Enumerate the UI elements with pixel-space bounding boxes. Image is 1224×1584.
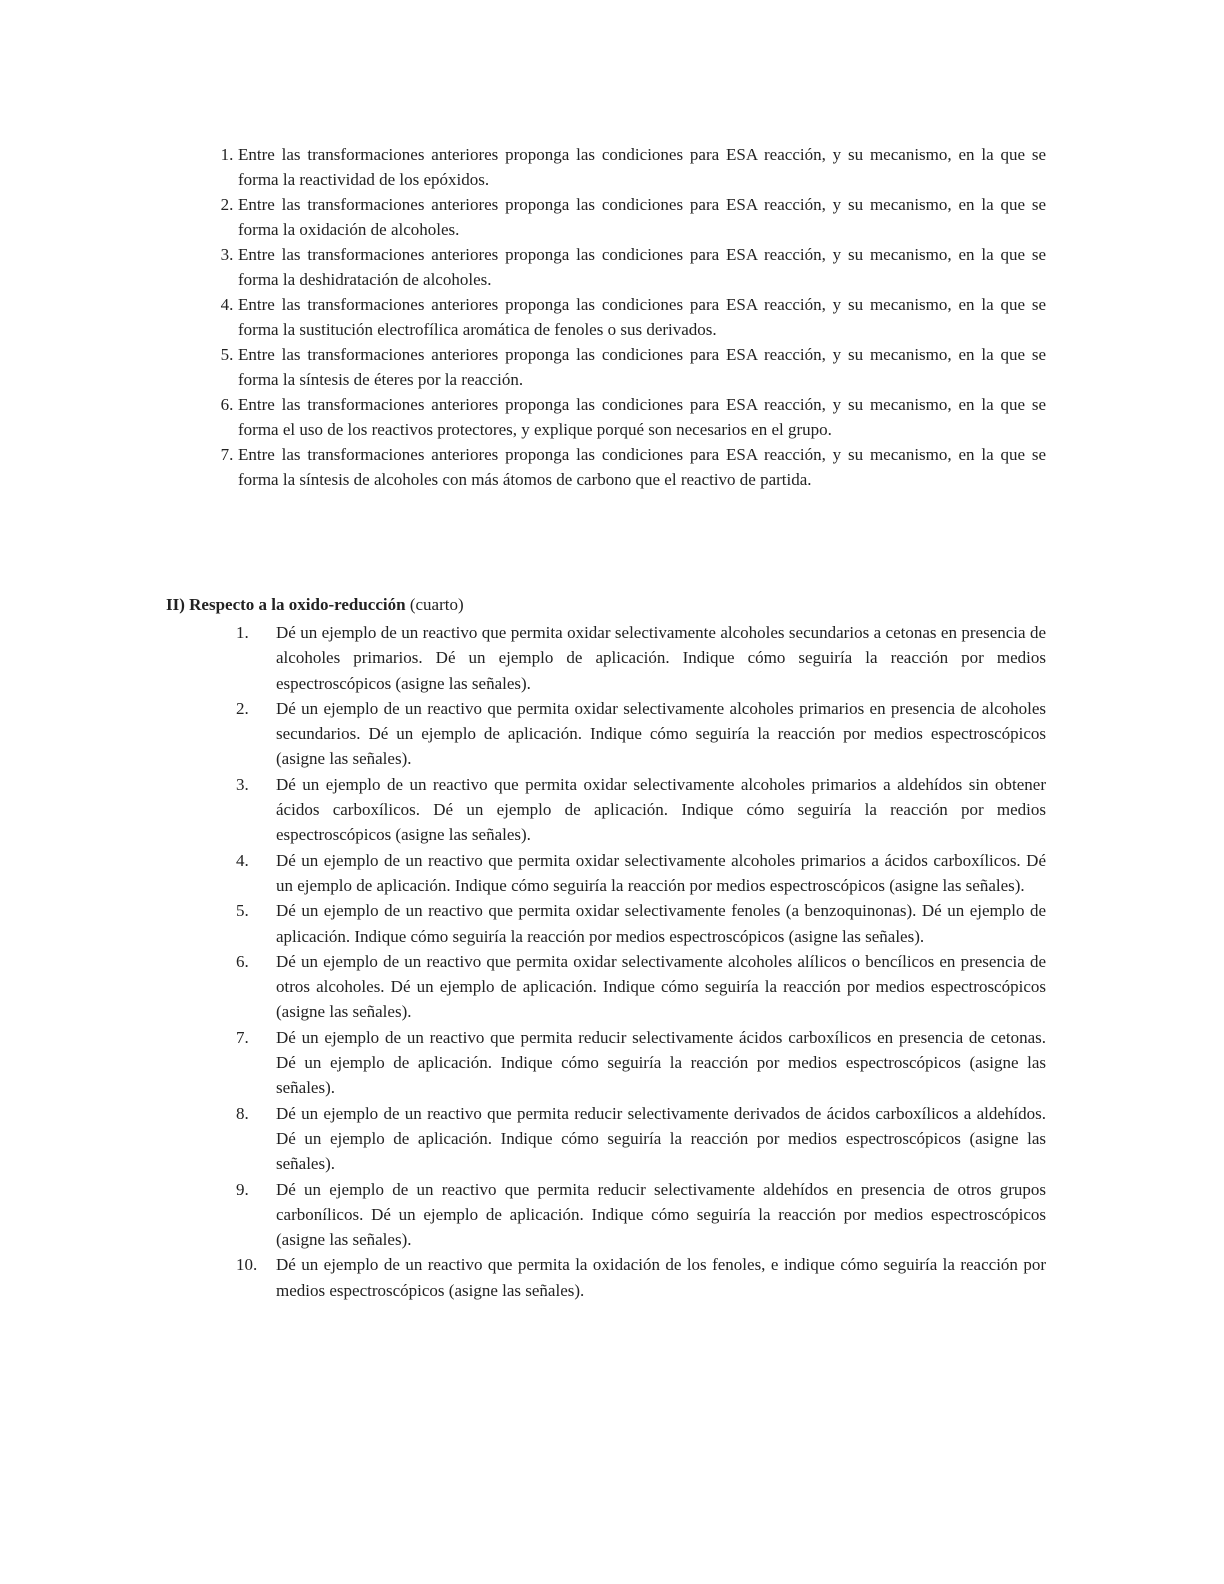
list-item-number: 3.: [236, 774, 249, 794]
list-item: [200, 442, 1046, 492]
list-item-number: 3.: [220, 245, 234, 264]
list-item: [236, 1101, 1046, 1177]
list-item: [200, 392, 1046, 442]
list-item-text: Entre las transformaciones anteriores proponga las condiciones para ESA reacción, y su mecanismo, en la que se forma la síntesis de alcoholes con más átomos de carbono que el reactivo de partida.: [238, 445, 1046, 489]
list-item-text: Entre las transformaciones anteriores proponga las condiciones para ESA reacción, y su mecanismo, en la que se forma la deshidratación de alcoholes.: [238, 245, 1046, 289]
numbered-list-transformations: [200, 142, 1046, 492]
list-item: [200, 242, 1046, 292]
list-item: [200, 192, 1046, 242]
list-item-number: 8.: [236, 1103, 249, 1123]
list-item: [236, 848, 1046, 899]
list-item-text: Dé un ejemplo de un reactivo que permita oxidar selectivamente alcoholes alílicos o bencílicos en presencia de otros alcoholes. Dé un ejemplo de aplicación. Indique cómo seguiría la reacción por medios espectroscópicos (asigne las señales).: [276, 951, 1046, 1022]
list-item-text: Dé un ejemplo de un reactivo que permita oxidar selectivamente alcoholes primarios a ácidos carboxílicos. Dé un ejemplo de aplicación. Indique cómo seguiría la reacción por medios espectroscópicos (asigne las señales).: [276, 850, 1046, 895]
section-heading-title: II) Respecto a la oxido-reducción: [166, 595, 406, 614]
list-item-number: 2.: [220, 195, 234, 214]
section-heading-note: (cuarto): [405, 595, 464, 614]
list-item: [236, 898, 1046, 949]
list-item-text: Entre las transformaciones anteriores proponga las condiciones para ESA reacción, y su mecanismo, en la que se forma la síntesis de éteres por la reacción.: [238, 345, 1046, 389]
list-item-text: Dé un ejemplo de un reactivo que permita reducir selectivamente ácidos carboxílicos en presencia de cetonas. Dé un ejemplo de aplicación. Indique cómo seguiría la reacción por medios espectroscópicos (asigne las señales).: [276, 1027, 1046, 1098]
list-item-text: Dé un ejemplo de un reactivo que permita reducir selectivamente derivados de ácidos carboxílicos a aldehídos. Dé un ejemplo de aplicación. Indique cómo seguiría la reacción por medios espectroscópicos (asigne las señales).: [276, 1103, 1046, 1174]
list-item: [200, 142, 1046, 192]
list-item-text: Dé un ejemplo de un reactivo que permita reducir selectivamente aldehídos en presencia de otros grupos carbonílicos. Dé un ejemplo de aplicación. Indique cómo seguiría la reacción por medios espectroscópicos (asigne las señales).: [276, 1179, 1046, 1250]
list-item-text: Dé un ejemplo de un reactivo que permita oxidar selectivamente alcoholes primarios en presencia de alcoholes secundarios. Dé un ejemplo de aplicación. Indique cómo seguiría la reacción por medios espectroscópicos (asigne las señales).: [276, 698, 1046, 769]
list-item-number: 2.: [236, 698, 249, 718]
list-item-number: 4.: [220, 295, 234, 314]
list-item-number: 1.: [236, 623, 249, 642]
list-item-number: 6.: [236, 951, 249, 971]
list-item-number: 7.: [236, 1027, 249, 1047]
list-item: [236, 772, 1046, 848]
list-item: [200, 342, 1046, 392]
list-item: [236, 1252, 1046, 1303]
list-item: [200, 292, 1046, 342]
list-item-number: 7.: [220, 445, 234, 464]
list-item-text: Entre las transformaciones anteriores proponga las condiciones para ESA reacción, y su mecanismo, en la que se forma el uso de los reactivos protectores, y explique porqué son necesarios en el grupo.: [238, 395, 1046, 439]
list-item: [236, 1177, 1046, 1253]
list-item-text: Entre las transformaciones anteriores proponga las condiciones para ESA reacción, y su mecanismo, en la que se forma la reactividad de los epóxidos.: [238, 145, 1046, 189]
list-item-number: 10.: [236, 1255, 258, 1275]
list-item-text: Entre las transformaciones anteriores proponga las condiciones para ESA reacción, y su mecanismo, en la que se forma la oxidación de alcoholes.: [238, 195, 1046, 239]
list-item-text: Dé un ejemplo de un reactivo que permita oxidar selectivamente alcoholes primarios a aldehídos sin obtener ácidos carboxílicos. Dé un ejemplo de aplicación. Indique cómo seguiría la reacción por medios espectroscópicos (asigne las señales).: [276, 774, 1046, 845]
list-item: [236, 949, 1046, 1025]
numbered-list-oxidation-reduction: [236, 620, 1046, 1303]
list-item-text: Dé un ejemplo de un reactivo que permita oxidar selectivamente fenoles (a benzoquinonas). Dé un ejemplo de aplicación. Indique cómo seguiría la reacción por medios espectroscópicos (asigne las señales).: [276, 901, 1046, 946]
list-item-number: 5.: [220, 345, 234, 364]
list-item-text: Dé un ejemplo de un reactivo que permita la oxidación de los fenoles, e indique cómo seguiría la reacción por medios espectroscópicos (asigne las señales).: [276, 1255, 1046, 1300]
list-item: [236, 1025, 1046, 1101]
list-item: [236, 620, 1046, 696]
list-item: [236, 696, 1046, 772]
list-item-number: 4.: [236, 850, 249, 870]
list-item-text: Dé un ejemplo de un reactivo que permita oxidar selectivamente alcoholes secundarios a cetonas en presencia de alcoholes primarios. Dé un ejemplo de aplicación. Indique cómo seguiría la reacción por medios espectroscópicos (asigne las señales).: [276, 623, 1046, 693]
list-item-number: 9.: [236, 1179, 249, 1199]
list-item-number: 6.: [220, 395, 234, 414]
list-item-number: 5.: [236, 901, 249, 921]
list-item-number: 1.: [220, 145, 234, 164]
list-item-text: Entre las transformaciones anteriores proponga las condiciones para ESA reacción, y su mecanismo, en la que se forma la sustitución electrofílica aromática de fenoles o sus derivados.: [238, 295, 1046, 339]
section-heading: [166, 592, 1046, 617]
